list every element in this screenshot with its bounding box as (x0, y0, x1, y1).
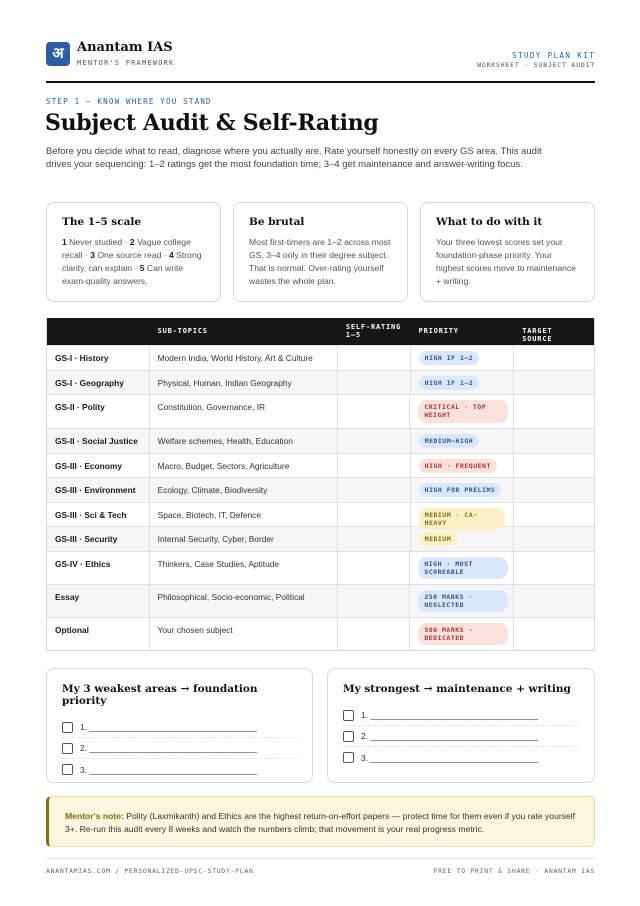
table-row (47, 617, 594, 650)
table-row (47, 394, 594, 428)
subject-audit-table (46, 318, 595, 651)
page-header (46, 40, 595, 83)
fill-in-line[interactable]: 3. ____________________________________ (361, 752, 538, 763)
sub-topics-cell: Philosophical, Socio-economic, Political (150, 585, 338, 617)
priority-badge: HIGH IF 1–2 (419, 351, 480, 365)
priority-badge: HIGH · FREQUENT (419, 459, 497, 473)
mentor-note (46, 796, 595, 847)
footer-url[interactable]: ANANTAMIAS.COM / PERSONALIZED-UPSC-STUDY-PLAN (46, 867, 254, 875)
self-rating-input[interactable] (338, 454, 411, 478)
priority-cell (411, 478, 515, 502)
gs-area-cell: GS-II · Social Justice (47, 429, 150, 453)
checkbox[interactable] (343, 731, 354, 742)
scale-text: Can write exam-quality answers. (62, 263, 184, 287)
checkbox[interactable] (62, 743, 73, 754)
brand-name: Anantam IAS (77, 40, 173, 55)
table-row (47, 370, 594, 395)
scale-num: 4 (169, 250, 174, 261)
sub-topics-cell: Constitution, Governance, IR (150, 395, 338, 428)
brand-logo-icon: अ (46, 42, 70, 66)
checkbox[interactable] (343, 752, 354, 763)
target-source-input[interactable] (514, 503, 594, 527)
column-header: SELF-RATING 1–5 (345, 323, 402, 340)
table-body (47, 345, 594, 650)
box-title: My strongest → maintenance + writing (343, 683, 571, 695)
gs-area-cell: GS-I · Geography (47, 371, 150, 395)
scale-num: 3 (90, 250, 95, 261)
gs-area-cell: GS-III · Security (47, 527, 150, 551)
weakest-areas-box (46, 668, 313, 783)
self-rating-input[interactable] (338, 371, 411, 395)
priority-badge: HIGH FOR PRELIMS (419, 483, 502, 497)
target-source-input[interactable] (514, 346, 594, 370)
card-body: Most first-timers are 1–2 across most GS, 3–4 only in their degree subject. That is normal. Over-rating yourself wastes the whole plan. (249, 237, 391, 287)
self-rating-input[interactable] (338, 478, 411, 502)
list-item (62, 738, 297, 759)
gs-area-cell: GS-I · History (47, 346, 150, 370)
self-rating-input[interactable] (338, 618, 411, 650)
priority-cell (411, 371, 515, 395)
table-row (47, 526, 594, 551)
priority-badge: MEDIUM · CA-HEAVY (419, 508, 506, 531)
list-item (62, 759, 297, 780)
scale-num: 2 (129, 237, 135, 247)
column-header: TARGET SOURCE (522, 327, 553, 344)
priority-badge: CRITICAL · TOP WEIGHT (418, 400, 508, 423)
table-row (47, 584, 594, 617)
mentor-note-text: Polity (Laxmikanth) and Ethics are the highest return-on-effort papers — protect time for them even if you rate yourself 3+. Re-run this audit every 8 weeks and watch the numbers climb; that movement is your real progress metric. (65, 811, 576, 835)
table-row (47, 477, 594, 502)
self-rating-input[interactable] (338, 503, 411, 527)
self-rating-input[interactable] (338, 429, 411, 453)
table-row (47, 551, 594, 584)
target-source-input[interactable] (514, 371, 594, 395)
page-title: Subject Audit & Self-Rating (45, 110, 379, 136)
sub-topics-cell: Thinkers, Case Studies, Aptitude (150, 552, 338, 584)
target-source-input[interactable] (514, 552, 594, 584)
card-title: What to do with it (436, 216, 543, 228)
fill-in-line[interactable]: 1. ____________________________________ (80, 722, 257, 732)
list-item (343, 705, 579, 726)
priority-badge: HIGH · MOST SCOREABLE (418, 557, 508, 580)
target-source-input[interactable] (514, 585, 594, 617)
mentor-note-lead: Mentor's note: (65, 811, 124, 821)
sub-topics-cell: Welfare schemes, Health, Education (150, 429, 338, 453)
priority-badge: MEDIUM (419, 532, 457, 546)
column-header: PRIORITY (418, 327, 459, 335)
scale-text: Strong clarity, can explain · (62, 250, 202, 274)
self-rating-input[interactable] (338, 346, 411, 370)
table-row (47, 502, 594, 527)
checkbox[interactable] (343, 710, 354, 721)
scale-text: Vague college recall · (62, 237, 191, 261)
card-body (62, 236, 205, 288)
priority-cell (411, 429, 515, 453)
fill-in-line[interactable]: 3. ____________________________________ (80, 764, 257, 775)
table-row (47, 428, 594, 453)
card-body: Your three lowest scores set your foundation-phase priority. Your highest scores move to maintenance + writing. (436, 237, 576, 287)
scale-num: 5 (139, 263, 145, 274)
step-label: STEP 1 — KNOW WHERE YOU STAND (46, 97, 212, 106)
self-rating-input[interactable] (338, 552, 411, 584)
target-source-input[interactable] (514, 429, 594, 453)
card-be-brutal (233, 202, 408, 302)
fill-in-line[interactable]: 1. ____________________________________ (361, 710, 538, 720)
priority-cell (410, 395, 514, 428)
fill-in-line[interactable]: 2. ____________________________________ (80, 743, 257, 753)
target-source-input[interactable] (514, 454, 594, 478)
scale-num: 1 (62, 237, 67, 247)
checkbox[interactable] (62, 764, 73, 775)
box-title: My 3 weakest areas → foundation priority (62, 683, 258, 707)
footer-credit: FREE TO PRINT & SHARE · ANANTAM IAS (433, 867, 595, 875)
priority-cell (410, 552, 514, 584)
card-title: Be brutal (249, 216, 305, 228)
table-header (47, 318, 594, 345)
self-rating-input[interactable] (338, 527, 411, 551)
sub-topics-cell: Physical, Human, Indian Geography (150, 371, 338, 395)
priority-cell (410, 585, 514, 617)
priority-badge: 500 MARKS · DEDICATED (418, 623, 508, 646)
table-row (47, 345, 594, 370)
gs-area-cell: GS-II · Polity (47, 395, 150, 428)
intro-paragraph: Before you decide what to read, diagnose where you actually are. Rate yourself honestly on every GS area. This audit drives your sequencing: 1–2 ratings get the most foundation time; 3–4 get maintenance and answer-writing focus. (46, 146, 542, 171)
column-header: SUB-TOPICS (157, 327, 208, 335)
card-title: The 1–5 scale (62, 216, 142, 228)
priority-cell (411, 346, 515, 370)
scale-text: One source read · (94, 250, 170, 261)
card-what-to-do (420, 202, 595, 302)
target-source-input[interactable] (514, 618, 594, 650)
sub-topics-cell: Macro, Budget, Sectors, Agriculture (150, 454, 338, 478)
strongest-areas-box (327, 668, 595, 783)
target-source-input[interactable] (514, 478, 594, 502)
self-rating-input[interactable] (338, 585, 411, 617)
self-rating-input[interactable] (338, 395, 411, 428)
priority-badge: HIGH IF 1–2 (419, 376, 480, 390)
card-scale (46, 202, 221, 302)
priority-cell (411, 527, 515, 551)
sub-topics-cell: Internal Security, Cyber, Border (150, 527, 338, 551)
priority-cell (410, 618, 514, 650)
target-source-input[interactable] (514, 395, 594, 428)
priority-badge: MEDIUM–HIGH (419, 434, 480, 448)
kit-title: STUDY PLAN KIT (512, 51, 595, 60)
fill-in-line[interactable]: 2. ____________________________________ (361, 731, 538, 741)
sub-topics-cell: Modern India, World History, Art & Culture (150, 346, 338, 370)
scale-text: Never studied · (66, 237, 130, 247)
list-item (343, 726, 579, 747)
page-footer (46, 858, 595, 875)
gs-area-cell: GS-III · Sci & Tech (47, 503, 150, 527)
priority-cell (411, 503, 515, 527)
target-source-input[interactable] (514, 527, 594, 551)
gs-area-cell: Optional (47, 618, 150, 650)
checkbox[interactable] (62, 722, 73, 733)
sub-topics-cell: Your chosen subject (150, 618, 338, 650)
column-header: GS AREA (55, 327, 91, 335)
gs-area-cell: GS-III · Environment (47, 478, 150, 502)
priority-badge: 250 MARKS · NEGLECTED (418, 590, 508, 613)
list-item (62, 717, 297, 738)
priority-cell (411, 454, 515, 478)
table-row (47, 453, 594, 478)
gs-area-cell: GS-III · Economy (47, 454, 150, 478)
kit-subtitle: WORKSHEET · SUBJECT AUDIT (477, 61, 595, 69)
gs-area-cell: Essay (47, 585, 150, 617)
list-item (343, 747, 579, 768)
brand-subtitle: MENTOR'S FRAMEWORK (77, 59, 175, 67)
sub-topics-cell: Space, Biotech, IT, Defence (150, 503, 338, 527)
gs-area-cell: GS-IV · Ethics (47, 552, 150, 584)
sub-topics-cell: Ecology, Climate, Biodiversity (150, 478, 338, 502)
